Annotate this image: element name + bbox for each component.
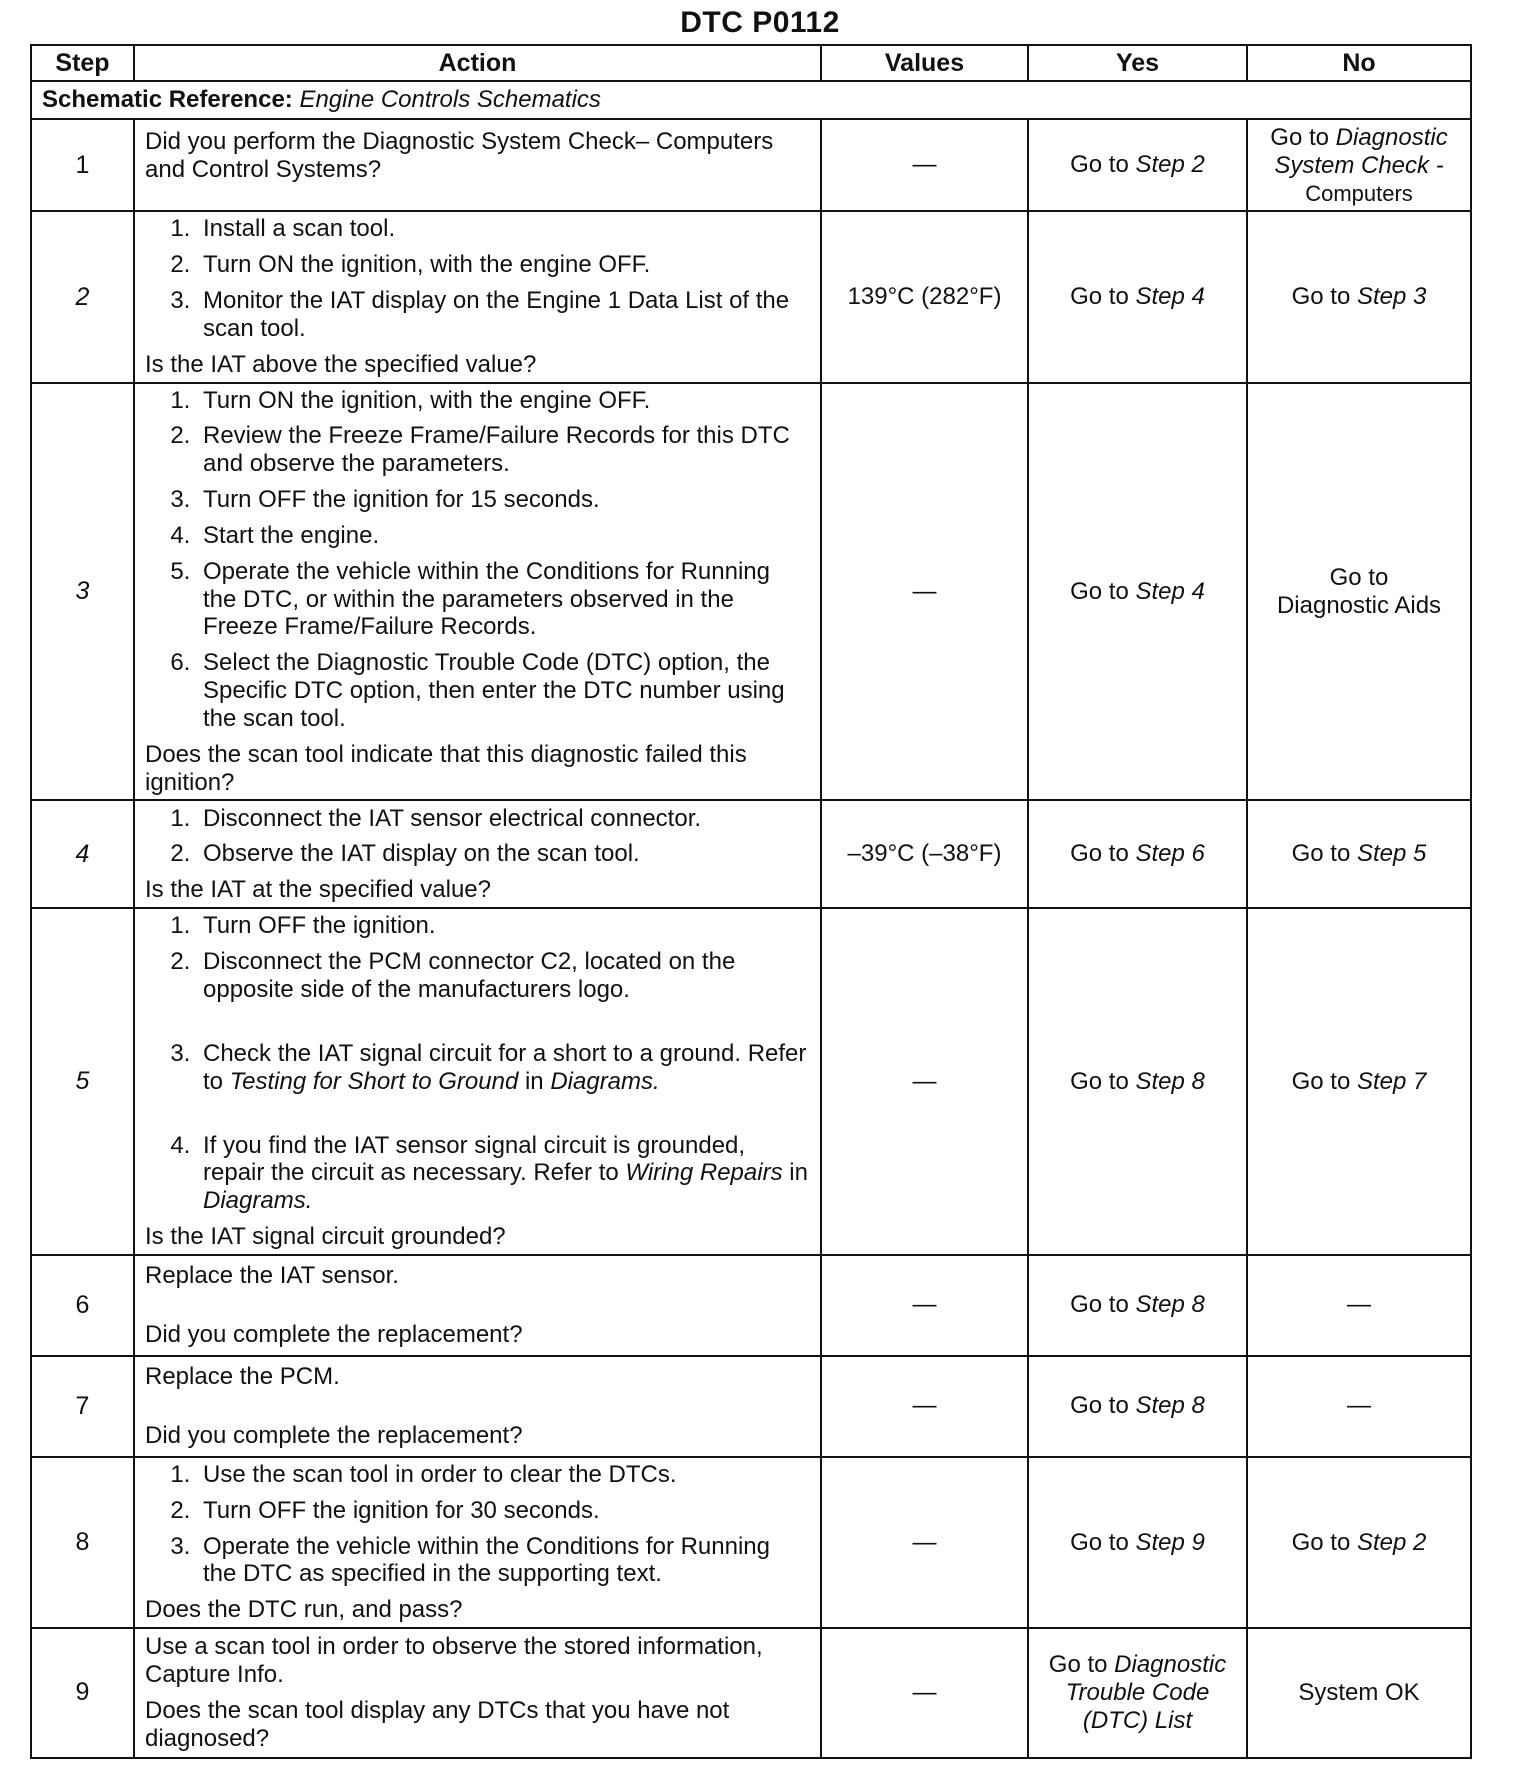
step-instruction: Replace the IAT sensor.	[145, 1261, 399, 1289]
yes-target: Step 6	[1135, 840, 1205, 868]
go-to-label: Go to	[1291, 1067, 1351, 1095]
action-item: 2. Review the Freeze Frame/Failure Records for this DTC and observe the parameters.	[197, 422, 810, 478]
no-target: Step 7	[1356, 1067, 1427, 1095]
reference-link: Wiring Repairs	[625, 1159, 783, 1187]
action-item: 1. Use the scan tool in order to clear the DTCs.	[197, 1461, 810, 1489]
yes-cell	[1028, 1457, 1247, 1628]
step-number: 8	[31, 1457, 134, 1628]
action-text: in	[524, 1067, 544, 1095]
action-cell	[134, 1255, 821, 1356]
yes-cell	[1028, 1628, 1247, 1758]
action-item: 1. Turn OFF the ignition.	[197, 912, 810, 940]
step-row-5	[31, 908, 1471, 1254]
header-action: Action	[134, 45, 821, 81]
action-list	[145, 1461, 810, 1588]
go-to-label: Go to	[1070, 151, 1129, 179]
yes-cell	[1028, 908, 1247, 1254]
step-number: 7	[31, 1356, 134, 1457]
step-instruction: Use a scan tool in order to observe the stored information, Capture Info.	[145, 1633, 763, 1689]
step-question: Did you complete the replacement?	[145, 1321, 523, 1349]
action-cell	[134, 908, 821, 1254]
yes-target: Step 4	[1135, 283, 1205, 311]
action-item: 5. Operate the vehicle within the Conditions for Running the DTC, or within the parameters observed in the Freeze Frame/Failure Records.	[197, 558, 810, 641]
no-cell	[1247, 119, 1471, 211]
no-target: Diagnostic System Check -	[1274, 124, 1448, 179]
step-row-6	[31, 1255, 1471, 1356]
go-to-label: Go to	[1070, 1291, 1129, 1319]
action-item: 2. Observe the IAT display on the scan tool.	[197, 840, 810, 868]
action-cell	[134, 119, 821, 211]
yes-cell	[1028, 119, 1247, 211]
header-row	[31, 45, 1471, 81]
action-item: 2. Turn OFF the ignition for 30 seconds.	[197, 1497, 810, 1525]
step-question: Did you complete the replacement?	[145, 1422, 523, 1450]
value-dash: —	[821, 119, 1028, 211]
step-row-2	[31, 211, 1471, 382]
action-list	[145, 387, 810, 733]
specified-value: –39°C (–38°F)	[821, 800, 1028, 908]
value-dash: —	[821, 383, 1028, 801]
no-dash: —	[1247, 1255, 1471, 1356]
step-row-9	[31, 1628, 1471, 1758]
action-item	[197, 1040, 810, 1096]
step-row-4	[31, 800, 1471, 908]
go-to-label: Go to	[1048, 1651, 1108, 1679]
step-question: Does the scan tool indicate that this diagnostic failed this ignition?	[145, 740, 747, 796]
action-item: 1. Install a scan tool.	[197, 215, 810, 243]
action-text: Check the IAT signal circuit for a short to a ground. Refer to	[203, 1039, 807, 1095]
action-item: 3. Monitor the IAT display on the Engine 1 Data List of the scan tool.	[197, 287, 810, 343]
action-cell	[134, 1356, 821, 1457]
schematic-reference-value: Engine Controls Schematics	[299, 86, 601, 114]
yes-target: Step 4	[1135, 577, 1205, 605]
step-row-1	[31, 119, 1471, 211]
action-cell	[134, 800, 821, 908]
step-number: 2	[31, 211, 134, 382]
yes-target: Step 8	[1135, 1067, 1205, 1095]
step-question: Did you perform the Diagnostic System Check– Computers and Control Systems?	[145, 128, 774, 183]
step-instruction: Replace the PCM.	[145, 1362, 340, 1390]
action-list	[145, 215, 810, 342]
value-dash: —	[821, 1457, 1028, 1628]
step-question: Is the IAT at the specified value?	[145, 876, 491, 904]
go-to-label: Go to	[1070, 577, 1129, 605]
action-cell	[134, 1457, 821, 1628]
no-cell	[1247, 800, 1471, 908]
action-item: 6. Select the Diagnostic Trouble Code (DTC) option, the Specific DTC option, then enter the DTC number using the scan tool.	[197, 649, 810, 732]
value-dash: —	[821, 908, 1028, 1254]
reference-link: Diagrams.	[203, 1187, 313, 1215]
action-item: 2. Disconnect the PCM connector C2, located on the opposite side of the manufacturers logo.	[197, 948, 810, 1004]
action-item: 1. Turn ON the ignition, with the engine OFF.	[197, 387, 810, 415]
go-to-label: Go to	[1270, 124, 1329, 151]
yes-target: Diagnostic Trouble Code (DTC) List	[1065, 1651, 1227, 1734]
no-target: Step 5	[1356, 840, 1427, 868]
yes-cell	[1028, 1356, 1247, 1457]
go-to-label: Go to	[1070, 1528, 1129, 1556]
schematic-reference-label: Schematic Reference:	[42, 86, 293, 114]
header-values: Values	[821, 45, 1028, 81]
no-cell	[1247, 908, 1471, 1254]
action-item: 3. Turn OFF the ignition for 15 seconds.	[197, 486, 810, 514]
no-cell	[1247, 211, 1471, 382]
action-text: in	[789, 1159, 808, 1187]
schematic-reference	[31, 81, 1471, 119]
action-text: If you find the IAT sensor signal circuit is grounded, repair the circuit as necessary. Refer to	[203, 1131, 746, 1187]
go-to-label: Go to	[1070, 840, 1129, 868]
go-to-label: Go to	[1291, 283, 1351, 311]
go-to-label: Go to	[1070, 1067, 1129, 1095]
yes-cell	[1028, 383, 1247, 801]
go-to-label: Go to	[1070, 1392, 1129, 1420]
no-target-extra: Computers	[1305, 180, 1413, 206]
step-row-8	[31, 1457, 1471, 1628]
step-number: 6	[31, 1255, 134, 1356]
action-list	[145, 805, 810, 869]
action-item	[197, 1132, 810, 1215]
yes-target: Step 8	[1135, 1392, 1205, 1420]
action-cell	[134, 383, 821, 801]
schematic-reference-row	[31, 81, 1471, 119]
page-title: DTC P0112	[680, 6, 840, 39]
no-dash: —	[1247, 1356, 1471, 1457]
step-row-7	[31, 1356, 1471, 1457]
step-number: 5	[31, 908, 134, 1254]
yes-cell	[1028, 211, 1247, 382]
value-dash: —	[821, 1628, 1028, 1758]
yes-target: Step 2	[1135, 151, 1205, 179]
go-to-label: Go to	[1329, 563, 1389, 591]
step-question: Is the IAT above the specified value?	[145, 350, 537, 378]
action-item: 3. Operate the vehicle within the Conditions for Running the DTC as specified in the supporting text.	[197, 1533, 810, 1589]
action-item: 2. Turn ON the ignition, with the engine OFF.	[197, 251, 810, 279]
specified-value: 139°C (282°F)	[821, 211, 1028, 382]
action-item: 4. Start the engine.	[197, 522, 810, 550]
diagnostic-table	[30, 44, 1472, 1759]
action-item: 1. Disconnect the IAT sensor electrical connector.	[197, 805, 810, 833]
go-to-label: Go to	[1291, 1528, 1351, 1556]
no-cell	[1247, 1457, 1471, 1628]
action-list	[145, 912, 810, 1215]
yes-cell	[1028, 800, 1247, 908]
no-target: Step 3	[1356, 283, 1427, 311]
no-cell	[1247, 1628, 1471, 1758]
no-cell	[1247, 383, 1471, 801]
action-cell	[134, 211, 821, 382]
yes-cell	[1028, 1255, 1247, 1356]
header-step: Step	[31, 45, 134, 81]
step-question: Does the scan tool display any DTCs that you have not diagnosed?	[145, 1696, 730, 1752]
action-cell	[134, 1628, 821, 1758]
value-dash: —	[821, 1356, 1028, 1457]
step-number: 9	[31, 1628, 134, 1758]
no-target: Step 2	[1356, 1528, 1427, 1556]
yes-target: Step 8	[1135, 1291, 1205, 1319]
step-number: 4	[31, 800, 134, 908]
yes-target: Step 9	[1135, 1528, 1205, 1556]
reference-link: Diagrams.	[550, 1067, 660, 1095]
go-to-label: Go to	[1070, 283, 1129, 311]
step-row-3	[31, 383, 1471, 801]
no-target: System OK	[1298, 1679, 1420, 1707]
value-dash: —	[821, 1255, 1028, 1356]
go-to-label: Go to	[1291, 840, 1351, 868]
reference-link: Testing for Short to Ground	[229, 1067, 519, 1095]
step-number: 3	[31, 383, 134, 801]
header-yes: Yes	[1028, 45, 1247, 81]
step-question: Does the DTC run, and pass?	[145, 1596, 463, 1624]
step-number: 1	[31, 119, 134, 211]
header-no: No	[1247, 45, 1471, 81]
no-target: Diagnostic Aids	[1276, 591, 1442, 619]
step-question: Is the IAT signal circuit grounded?	[145, 1223, 506, 1251]
